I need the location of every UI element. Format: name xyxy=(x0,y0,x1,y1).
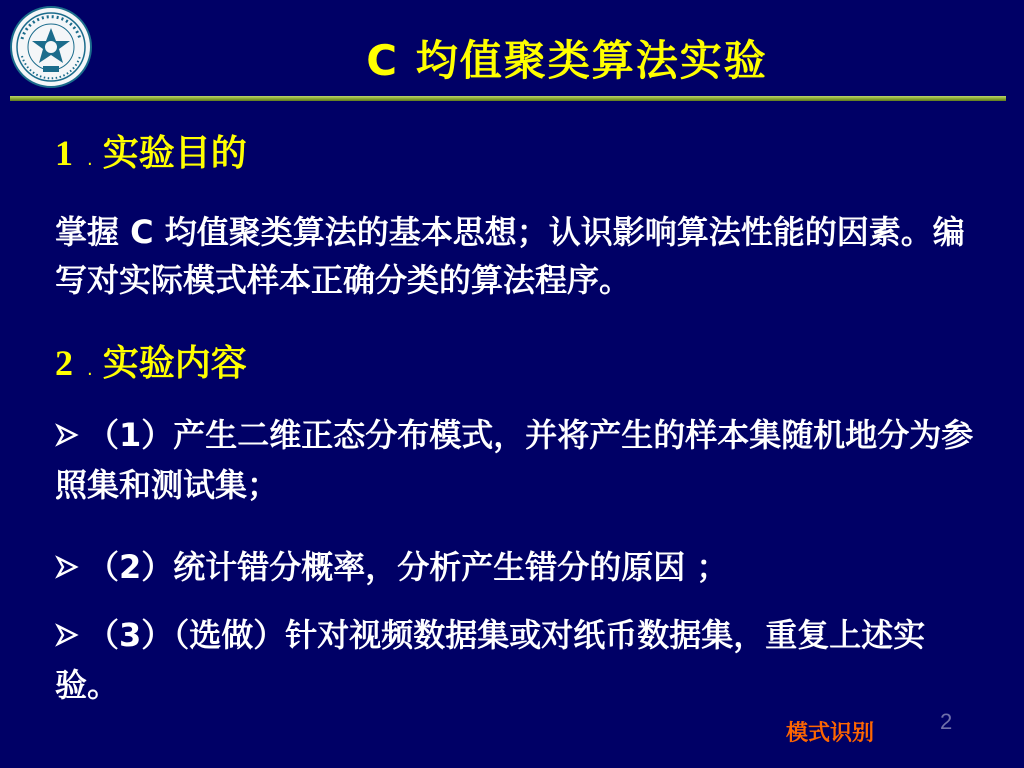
section-dot: . xyxy=(87,149,93,170)
footer-course-label: 模式识别 xyxy=(786,721,875,746)
section-heading-content xyxy=(55,335,247,386)
arrow-bullet-icon xyxy=(55,623,79,647)
section-label: 实验内容 xyxy=(102,343,247,384)
section-heading-objective xyxy=(55,125,247,176)
page-title: C 均值聚类算法实验 xyxy=(366,36,768,85)
objective-text: 掌握 C 均值聚类算法的基本思想；认识影响算法性能的因素。编写对实际模式样本正确分类的算法程序。 xyxy=(55,213,965,299)
title-divider xyxy=(10,96,1006,101)
section-dot: . xyxy=(87,359,93,380)
arrow-bullet-icon xyxy=(55,423,79,447)
section-number: 2 xyxy=(55,343,73,383)
section-number: 1 xyxy=(55,133,73,173)
content-item xyxy=(55,410,975,510)
content-item-text: （1）产生二维正态分布模式，并将产生的样本集随机地分为参照集和测试集； xyxy=(55,416,974,504)
content-item-text: （2）统计错分概率，分析产生错分的原因 ； xyxy=(87,548,729,586)
content-item-text: （3）（选做）针对视频数据集或对纸币数据集，重复上述实验。 xyxy=(55,616,926,704)
content-item xyxy=(55,610,975,710)
arrow-bullet-icon xyxy=(55,555,79,579)
section-label: 实验目的 xyxy=(102,133,247,174)
content-item xyxy=(55,542,975,592)
page-number: 2 xyxy=(940,709,953,734)
